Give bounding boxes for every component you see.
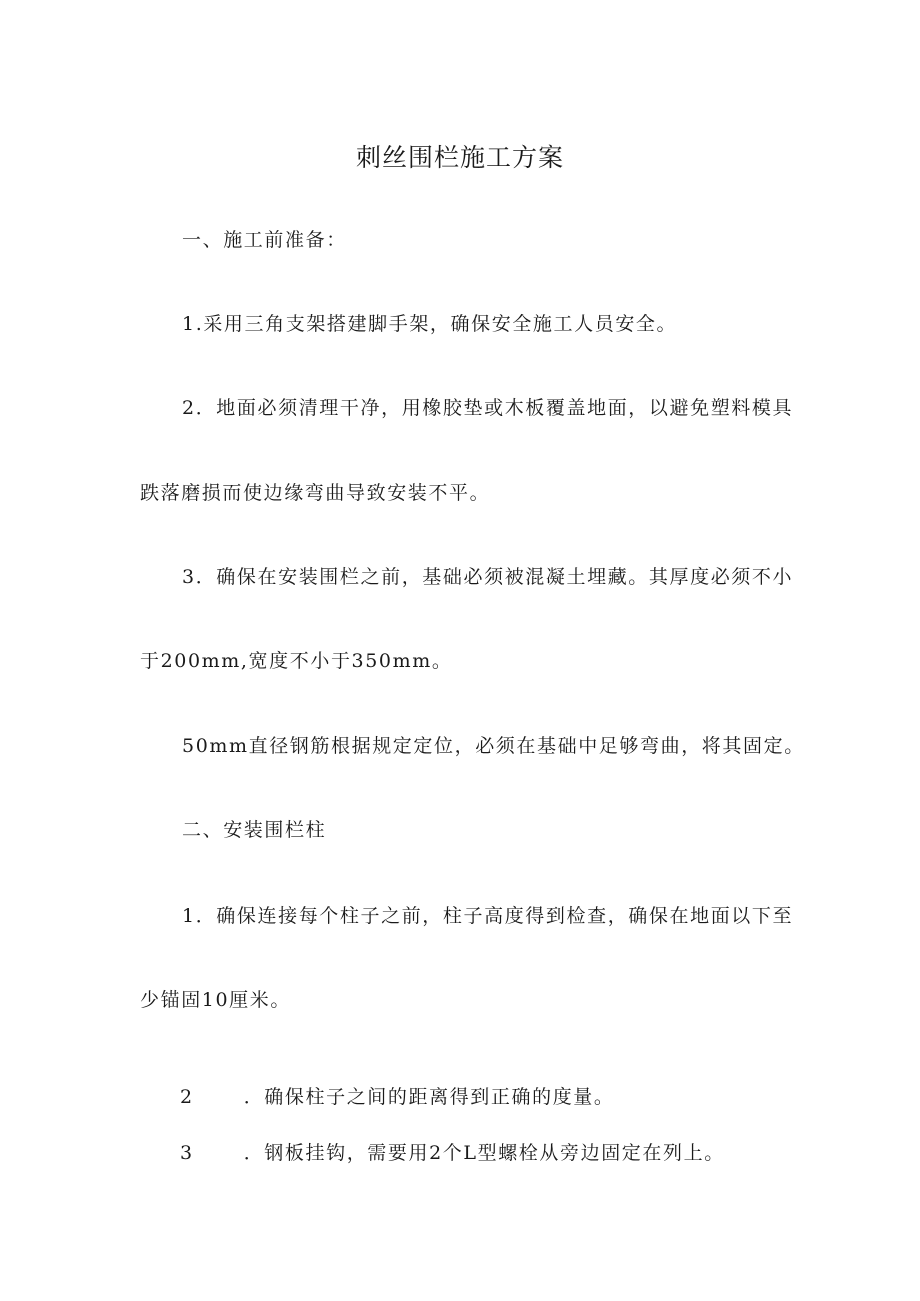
paragraph-line: 少锚固10厘米。 (140, 989, 291, 1011)
paragraph-line: 1.采用三角支架搭建脚手架，确保安全施工人员安全。 (182, 313, 678, 335)
paragraph-line: 跌落磨损而使边缘弯曲导致安装不平。 (140, 482, 491, 504)
list-item-number: 2 (180, 1086, 194, 1108)
paragraph-line: 50mm直径钢筋根据规定定位，必须在基础中足够弯曲，将其固定。 (182, 735, 805, 757)
paragraph-line: 于200mm,宽度不小于350mm。 (140, 650, 453, 672)
list-item-text: ．确保柱子之间的距离得到正确的度量。 (243, 1086, 615, 1108)
paragraph-line: 1．确保连接每个柱子之前，柱子高度得到检查，确保在地面以下至 (182, 905, 794, 927)
section-heading-preparation: 一、施工前准备： (182, 229, 347, 251)
document-title: 刺丝围栏施工方案 (355, 143, 564, 172)
list-item-number: 3 (180, 1142, 194, 1164)
list-item-text: ．钢板挂钩，需要用2个L型螺栓从旁边固定在列上。 (243, 1142, 725, 1164)
list-item (180, 1141, 725, 1165)
paragraph-line: 3．确保在安装围栏之前，基础必须被混凝土埋藏。其厚度必须不小 (182, 566, 794, 588)
section-heading-install-posts: 二、安装围栏柱 (182, 819, 327, 841)
paragraph-line: 2．地面必须清理干净，用橡胶垫或木板覆盖地面，以避免塑料模具 (182, 397, 794, 419)
list-item (180, 1085, 615, 1109)
